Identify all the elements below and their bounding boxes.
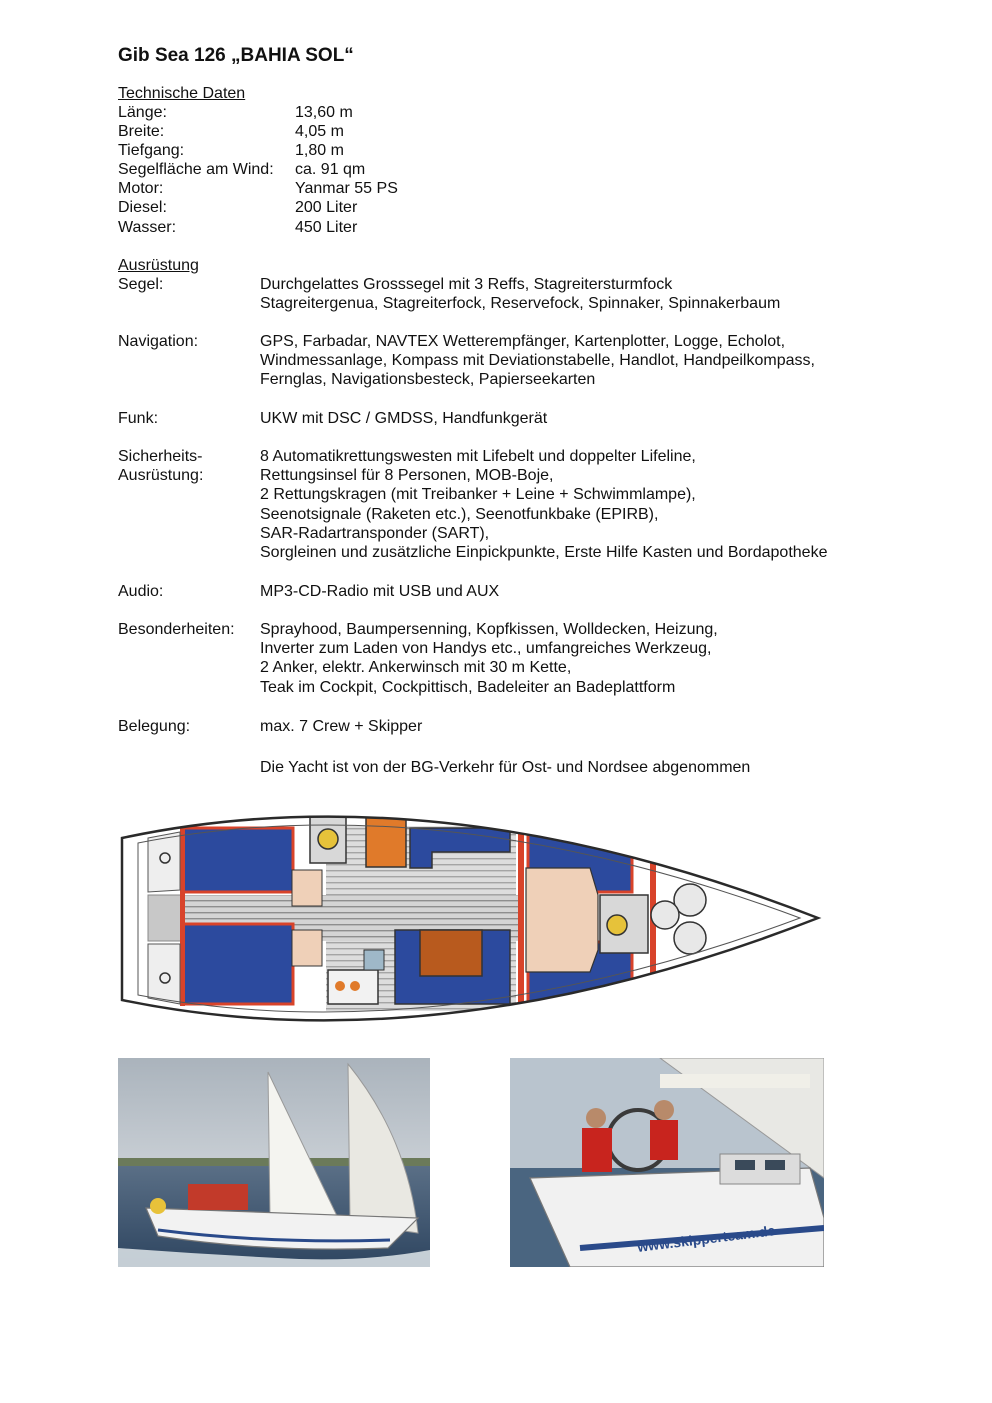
- technical-data-label: Wasser:: [118, 219, 177, 236]
- equipment-description: [260, 620, 718, 697]
- technical-data-heading: Technische Daten: [118, 85, 246, 102]
- equipment-label: [118, 409, 158, 428]
- technical-data-label: Länge:: [118, 104, 167, 121]
- equipment-description-line: Seenotsignale (Raketen etc.), Seenotfunkbake (EPIRB),: [260, 505, 659, 523]
- equipment-description-line: Rettungsinsel für 8 Personen, MOB-Boje,: [260, 467, 554, 485]
- equipment-label: [118, 332, 198, 351]
- aft-cabin-bunk-port: [183, 828, 293, 892]
- equipment-description: [260, 582, 499, 601]
- equipment-label-line: Besonderheiten:: [118, 621, 235, 638]
- equipment-description-line: Sprayhood, Baumpersenning, Kopfkissen, Wolldecken, Heizung,: [260, 621, 718, 638]
- equipment-heading: Ausrüstung: [118, 257, 199, 274]
- equipment-description-line: Teak im Cockpit, Cockpittisch, Badeleiter an Badeplattform: [260, 678, 676, 696]
- equipment-description-line: Fernglas, Navigationsbesteck, Papierseekarten: [260, 371, 596, 389]
- equipment-label-line: Sicherheits-: [118, 448, 203, 465]
- equipment-description-line: UKW mit DSC / GMDSS, Handfunkgerät: [260, 410, 548, 427]
- equipment-description: [260, 409, 547, 428]
- yacht-sailing-photo: [118, 1058, 430, 1267]
- certification-note: Die Yacht ist von der BG-Verkehr für Ost- und Nordsee abgenommen: [260, 759, 751, 776]
- equipment-label-line: Belegung:: [118, 718, 191, 735]
- equipment-description-line: Inverter zum Laden von Handys etc., umfangreiches Werkzeug,: [260, 640, 712, 658]
- technical-data-value: 200 Liter: [295, 199, 358, 216]
- equipment-description: [260, 717, 422, 736]
- technical-data-value: 4,05 m: [295, 123, 344, 140]
- equipment-description-line: 8 Automatikrettungswesten mit Lifebelt und doppelter Lifeline,: [260, 448, 696, 465]
- salon-table: [420, 930, 482, 976]
- equipment-label: [118, 582, 163, 601]
- technical-data-label: Motor:: [118, 180, 164, 197]
- hull-website-text: www.skipperteam.de: [636, 1222, 777, 1255]
- equipment-label-line: Audio:: [118, 583, 164, 600]
- equipment-description-line: 2 Rettungskragen (mit Treibanker + Leine + Schwimmlampe),: [260, 486, 696, 504]
- technical-data-label: Tiefgang:: [118, 142, 185, 159]
- equipment-description-line: Durchgelattes Grosssegel mit 3 Reffs, Stagreitersturmfock: [260, 276, 673, 293]
- technical-data-label: Diesel:: [118, 199, 167, 216]
- equipment-description-line: Windmessanlage, Kompass mit Deviationstabelle, Handlot, Handpeilkompass,: [260, 352, 815, 370]
- equipment-label: [118, 275, 163, 294]
- technical-data-label: Breite:: [118, 123, 165, 140]
- galley-counter: [366, 815, 406, 867]
- equipment-label: [118, 717, 190, 736]
- equipment-description: [260, 275, 780, 313]
- equipment-label-line: Segel:: [118, 276, 164, 293]
- document-title: Gib Sea 126 „BAHIA SOL“: [118, 45, 354, 66]
- aft-cabin-bunk-starboard: [183, 924, 293, 1004]
- technical-data-value: Yanmar 55 PS: [295, 180, 398, 197]
- crew-at-helm-photo: [510, 1058, 824, 1267]
- equipment-label-line: Navigation:: [118, 333, 199, 350]
- equipment-label: [118, 447, 203, 485]
- equipment-description-line: 2 Anker, elektr. Ankerwinsch mit 30 m Kette,: [260, 659, 572, 677]
- technical-data-label: Segelfläche am Wind:: [118, 161, 274, 178]
- technical-data-value: 1,80 m: [295, 142, 344, 159]
- equipment-label: [118, 620, 235, 639]
- equipment-description: [260, 332, 815, 390]
- equipment-description-line: SAR-Radartransponder (SART),: [260, 524, 490, 542]
- equipment-description-line: max. 7 Crew + Skipper: [260, 718, 423, 735]
- technical-data-value: 450 Liter: [295, 219, 358, 236]
- yacht-layout-plan: [118, 800, 838, 1035]
- equipment-description-line: Sorgleinen und zusätzliche Einpickpunkte, Erste Hilfe Kasten und Bordapotheke: [260, 543, 828, 561]
- equipment-label-line: Funk:: [118, 410, 159, 427]
- equipment-label-line: Ausrüstung:: [118, 467, 204, 485]
- technical-data-value: 13,60 m: [295, 104, 353, 121]
- equipment-description-line: MP3-CD-Radio mit USB und AUX: [260, 583, 500, 600]
- equipment-description-line: GPS, Farbadar, NAVTEX Wetterempfänger, Kartenplotter, Logge, Echolot,: [260, 333, 786, 350]
- equipment-description-line: Stagreitergenua, Stagreiterfock, Reservefock, Spinnaker, Spinnakerbaum: [260, 295, 781, 313]
- technical-data-value: ca. 91 qm: [295, 161, 366, 178]
- equipment-description: [260, 447, 827, 562]
